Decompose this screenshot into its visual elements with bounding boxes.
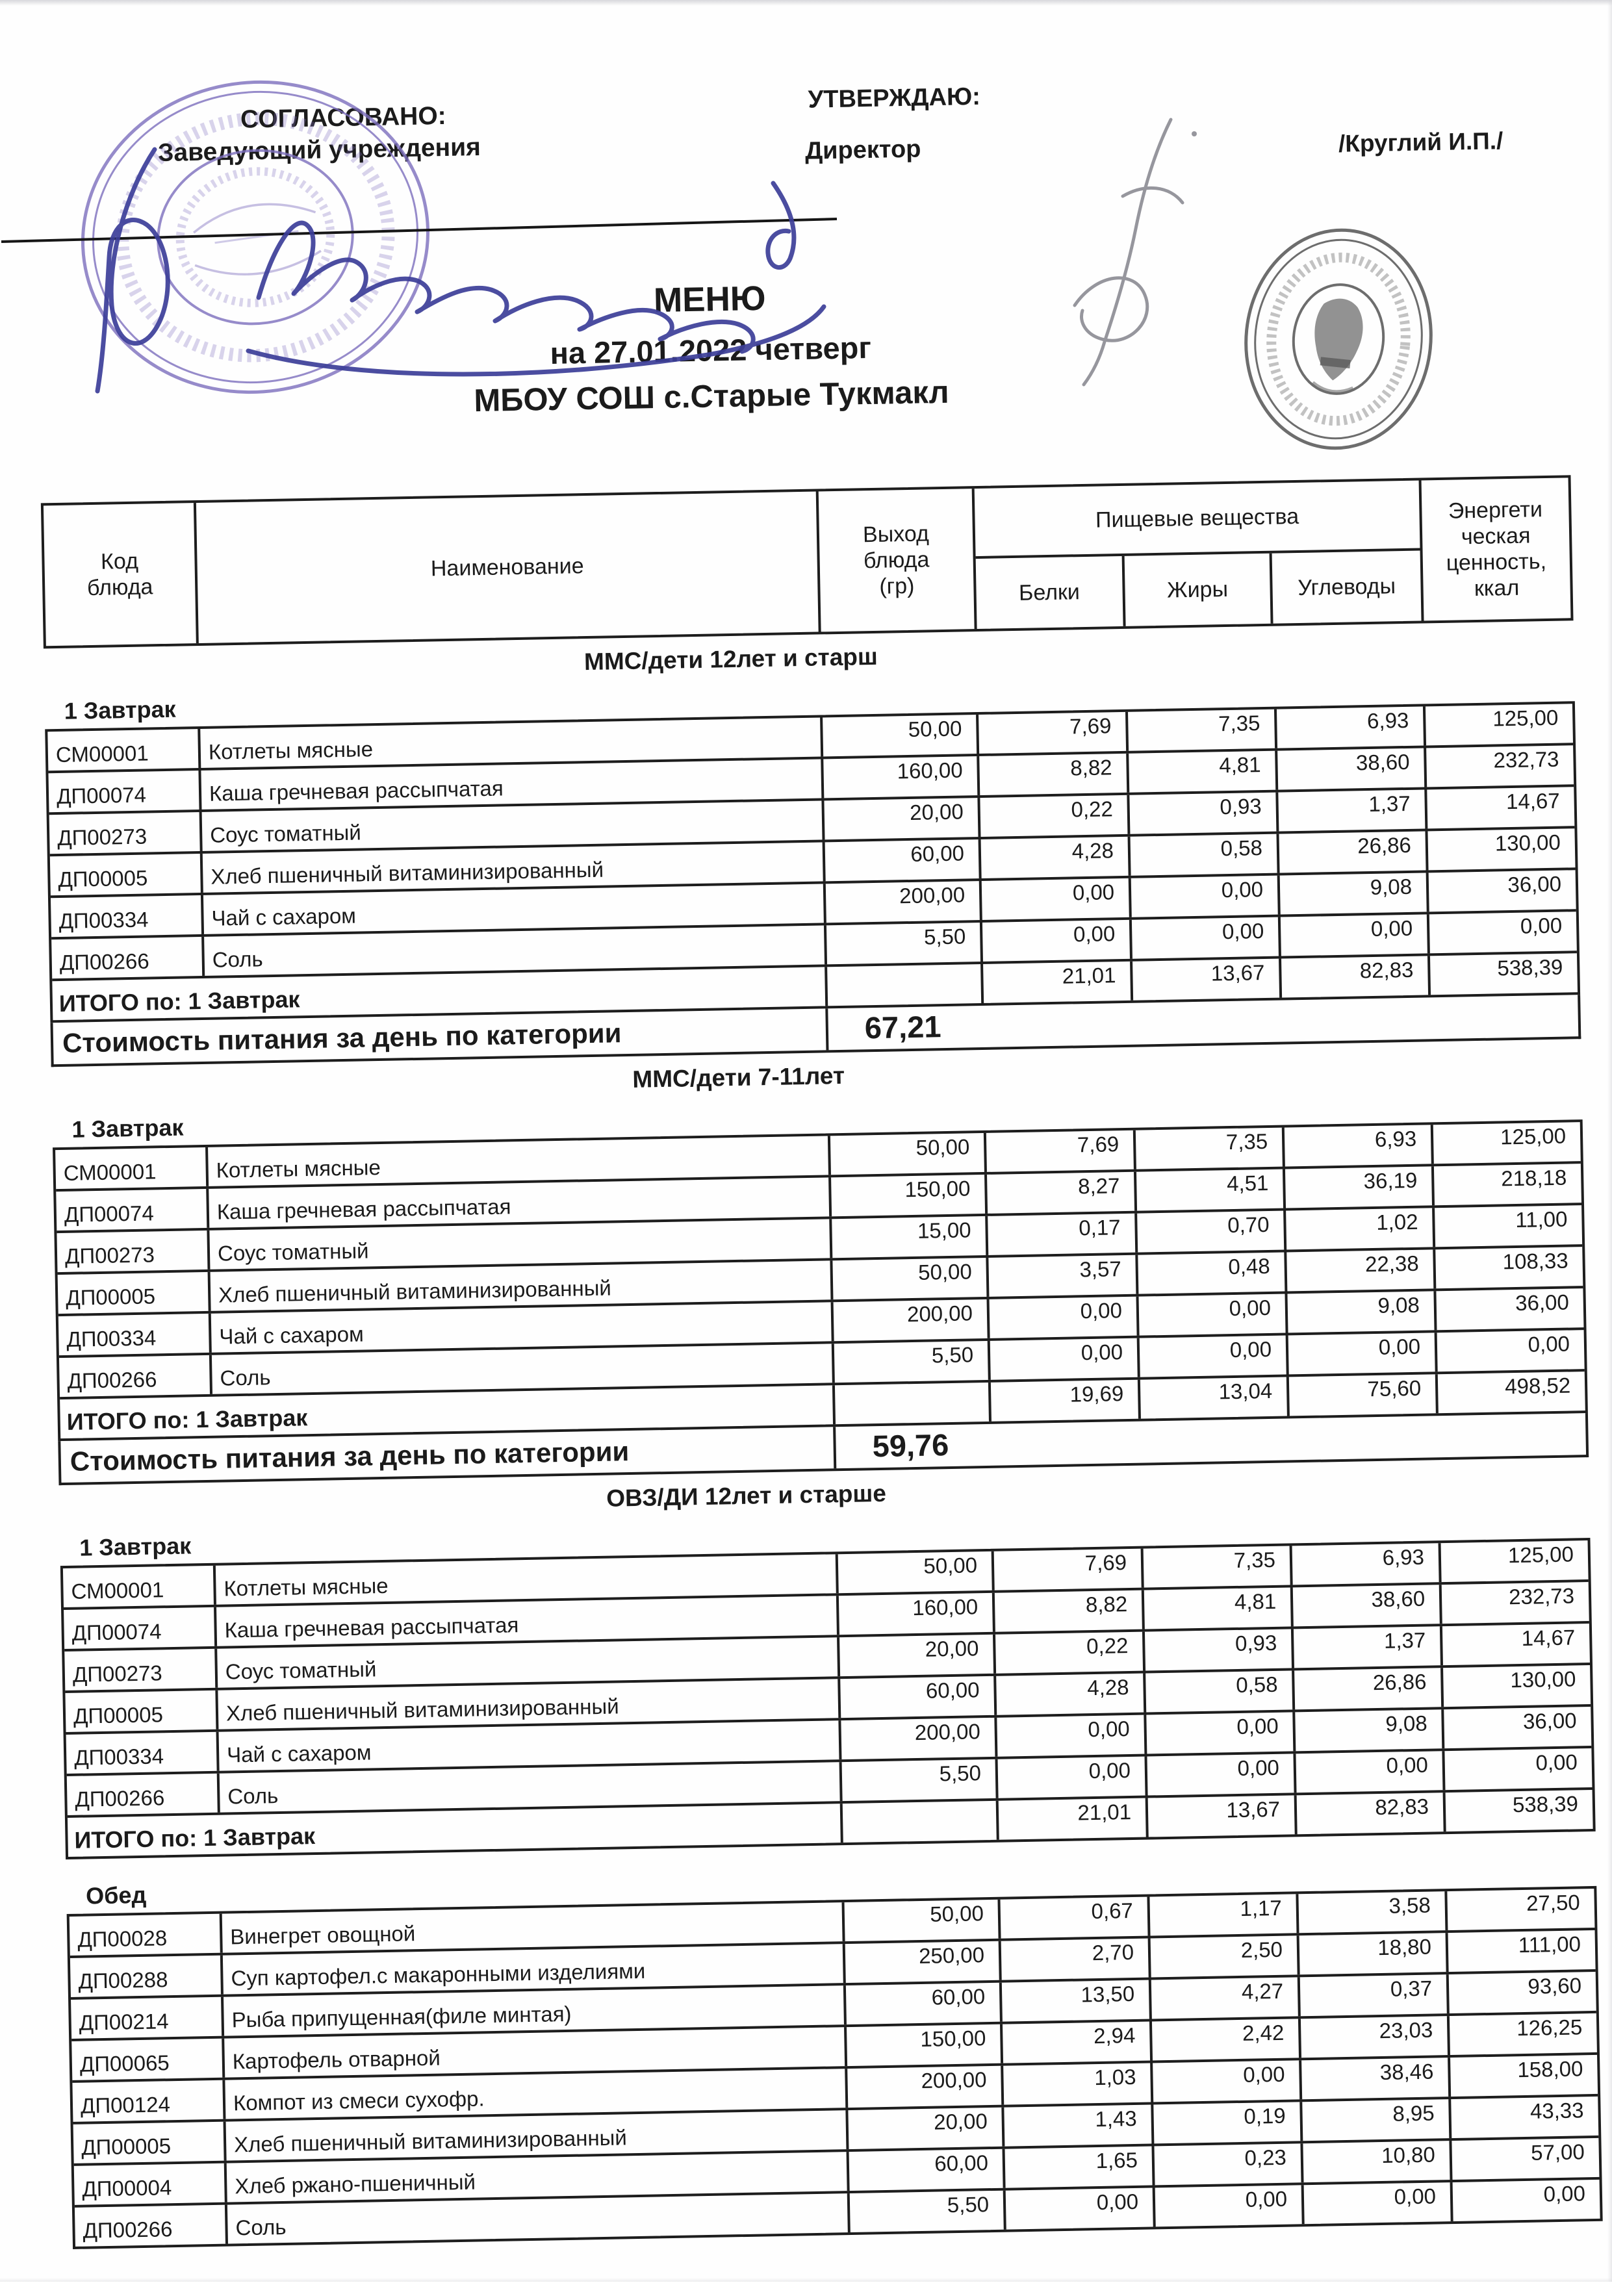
menu-table <box>53 1119 1588 1441</box>
dish-name-cell: Винегрет овощной <box>222 1902 845 1953</box>
dish-output-cell: 160,00 <box>839 1593 995 1635</box>
dish-energy-cell: 218,18 <box>1500 1165 1567 1191</box>
dish-carbs-cell: 22,38 <box>1286 1249 1436 1291</box>
dish-output-cell: 15,00 <box>832 1216 988 1258</box>
dish-name-cell: Хлеб пшеничный витаминизированный <box>226 2110 849 2161</box>
agreed-role: Заведующий учреждения <box>157 133 481 168</box>
dish-code-cell: ДП00273 <box>49 812 203 854</box>
dish-carbs-cell: 6,93 <box>1277 706 1426 748</box>
meal-total-label: ИТОГО по: 1 Завтрак <box>60 1385 836 1438</box>
dish-fat-cell: 0,00 <box>1139 1294 1288 1335</box>
dish-name-cell: Котлеты мясные <box>216 1554 839 1605</box>
menu-table <box>60 1538 1596 1859</box>
dish-carbs-cell: 26,86 <box>1294 1668 1444 1709</box>
dish-fat-cell: 0,58 <box>1131 834 1280 876</box>
dish-output-cell: 60,00 <box>825 839 982 881</box>
dish-protein-cell: 7,69 <box>994 1549 1144 1590</box>
dish-output-cell: 50,00 <box>845 1900 1001 1941</box>
dish-energy-cell: 232,73 <box>1493 746 1559 772</box>
daily-cost-value: 59,76 <box>872 1427 949 1464</box>
dish-name-cell: Соль <box>227 2193 851 2244</box>
dish-fat-cell: 4,81 <box>1144 1587 1294 1629</box>
title-menu: МЕНЮ <box>653 279 767 320</box>
dish-fat-cell: 7,35 <box>1128 709 1277 751</box>
dish-code-cell: ДП00334 <box>66 1732 220 1774</box>
dish-protein-cell: 2,94 <box>1003 2021 1153 2063</box>
total-output-cell <box>827 964 984 1006</box>
dish-output-cell: 20,00 <box>839 1635 996 1676</box>
dish-protein-cell: 0,00 <box>982 878 1132 920</box>
total-output-cell <box>843 1801 999 1843</box>
dish-carbs-cell: 9,08 <box>1280 873 1429 914</box>
dish-code-cell: ДП00005 <box>58 1272 211 1314</box>
col-header-output: Выход блюда (гр) <box>819 489 977 631</box>
dish-code-cell: ДП00334 <box>58 1314 212 1355</box>
approved-role: Директор <box>804 135 921 165</box>
dish-energy-cell: 125,00 <box>1492 705 1559 731</box>
dish-protein-cell: 0,00 <box>982 920 1132 962</box>
table-header-row <box>41 475 1574 648</box>
total-output-cell <box>835 1383 992 1424</box>
dish-carbs-cell: 38,60 <box>1293 1585 1442 1626</box>
daily-cost-label: Стоимость питания за день по категории <box>53 1008 829 1064</box>
dish-fat-cell: 0,00 <box>1146 1712 1296 1754</box>
approved-signatory: /Круглий И.П./ <box>1338 127 1503 157</box>
dish-output-cell: 60,00 <box>849 2149 1006 2191</box>
dish-protein-cell: 0,22 <box>980 795 1130 837</box>
dish-energy-cell: 0,00 <box>1528 1331 1570 1357</box>
dish-name-cell: Чай с сахаром <box>203 884 826 934</box>
dish-output-cell: 50,00 <box>830 1133 987 1175</box>
dish-code-cell: ДП00028 <box>70 1914 223 1956</box>
dish-protein-cell: 0,17 <box>988 1214 1138 1255</box>
total-carbs-cell: 82,83 <box>1297 1792 1446 1834</box>
dish-code-cell: ДП00288 <box>70 1956 224 1997</box>
dish-energy-cell: 232,73 <box>1508 1583 1575 1609</box>
col-header-dish-code: Код блюда <box>44 503 199 646</box>
dish-protein-cell: 0,00 <box>998 1757 1148 1798</box>
col-header-fat: Жиры <box>1124 554 1273 626</box>
dish-carbs-cell: 0,00 <box>1296 1751 1445 1792</box>
dish-protein-cell: 4,28 <box>981 837 1131 878</box>
dish-energy-cell: 27,50 <box>1526 1890 1581 1915</box>
dish-fat-cell: 0,00 <box>1131 876 1281 917</box>
dish-carbs-cell: 36,19 <box>1285 1166 1435 1208</box>
dish-fat-cell: 0,23 <box>1154 2143 1303 2185</box>
dish-code-cell: ДП00074 <box>56 1189 209 1231</box>
dish-name-cell: Картофель отварной <box>224 2027 847 2078</box>
dish-protein-cell: 1,43 <box>1004 2104 1154 2146</box>
dish-output-cell: 200,00 <box>841 1718 997 1759</box>
dish-protein-cell: 0,00 <box>1006 2188 1156 2229</box>
dish-code-cell: ДП00005 <box>73 2122 227 2163</box>
dish-fat-cell: 0,19 <box>1153 2102 1303 2143</box>
dish-code-cell: ДП00004 <box>74 2163 227 2205</box>
dish-fat-cell: 0,00 <box>1155 2185 1305 2226</box>
dish-protein-cell: 1,03 <box>1003 2063 1153 2104</box>
dish-name-cell: Рыба припущенная(филе минтая) <box>224 1985 847 2036</box>
dish-output-cell: 20,00 <box>848 2108 1004 2149</box>
dish-protein-cell: 2,70 <box>1001 1938 1151 1980</box>
dish-output-cell: 250,00 <box>845 1941 1002 1983</box>
col-header-energy: Энергети ческая ценность, ккал <box>1446 497 1547 602</box>
dish-output-cell: 50,00 <box>838 1551 995 1593</box>
dish-name-cell: Соль <box>220 1762 843 1813</box>
dish-fat-cell: 0,93 <box>1129 793 1279 834</box>
dish-energy-cell: 14,67 <box>1505 788 1560 814</box>
total-fat-cell: 13,67 <box>1148 1795 1298 1837</box>
dish-code-cell: СМ00001 <box>55 1147 209 1189</box>
dish-energy-cell: 0,00 <box>1535 1750 1578 1775</box>
dish-name-cell: Каша гречневая рассыпчатая <box>216 1596 839 1646</box>
dish-name-cell: Соус томатный <box>202 800 825 851</box>
dish-carbs-cell: 6,93 <box>1285 1125 1434 1166</box>
menu-tables <box>41 475 1603 2249</box>
dish-protein-cell: 8,82 <box>995 1590 1145 1632</box>
section-title: ММС/дети 12лет и старш <box>583 643 878 676</box>
dish-carbs-cell: 6,93 <box>1292 1543 1442 1585</box>
dish-output-cell: 200,00 <box>826 881 982 923</box>
title-school: МБОУ СОШ с.Старые Тукмакл <box>473 374 950 419</box>
dish-fat-cell: 0,00 <box>1140 1335 1289 1377</box>
dish-protein-cell: 0,00 <box>990 1297 1140 1338</box>
dish-code-cell: ДП00065 <box>71 2039 225 2080</box>
dish-fat-cell: 1,17 <box>1149 1894 1299 1935</box>
dish-name-cell: Суп картофел.с макаронными изделиями <box>223 1944 846 1995</box>
dish-output-cell: 60,00 <box>840 1676 997 1718</box>
dish-code-cell: СМ00001 <box>63 1566 216 1607</box>
dish-protein-cell: 13,50 <box>1002 1980 1152 2021</box>
dish-name-cell: Хлеб пшеничный витаминизированный <box>218 1679 841 1729</box>
total-energy-cell: 498,52 <box>1504 1373 1571 1399</box>
dish-fat-cell: 0,70 <box>1137 1210 1286 1252</box>
daily-cost-label: Стоимость питания за день по категории <box>60 1427 836 1483</box>
section-title: ОВЗ/ДИ 12лет и старше <box>606 1479 887 1512</box>
dish-carbs-cell: 23,03 <box>1301 2016 1450 2058</box>
dish-fat-cell: 0,00 <box>1153 2060 1302 2102</box>
dish-carbs-cell: 3,58 <box>1298 1891 1448 1933</box>
dish-carbs-cell: 0,00 <box>1288 1333 1438 1374</box>
dish-energy-cell: 14,67 <box>1521 1625 1576 1650</box>
dish-protein-cell: 0,67 <box>1000 1897 1150 1939</box>
dish-code-cell: ДП00005 <box>50 854 203 895</box>
col-header-name: Наименование <box>196 491 821 643</box>
dish-output-cell: 200,00 <box>834 1299 990 1341</box>
meal-label: Обед <box>85 1881 147 1909</box>
dish-carbs-cell: 18,80 <box>1299 1933 1449 1974</box>
dish-energy-cell: 36,00 <box>1507 871 1562 897</box>
approved-label: УТВЕРЖДАЮ: <box>808 83 981 114</box>
dish-code-cell: ДП00214 <box>71 1997 224 2039</box>
total-protein-cell: 21,01 <box>999 1798 1149 1840</box>
dish-output-cell: 150,00 <box>847 2024 1003 2066</box>
agreed-label: СОГЛАСОВАНО: <box>240 101 447 134</box>
menu-table <box>67 1886 1603 2249</box>
dish-energy-cell: 0,00 <box>1520 913 1563 938</box>
total-fat-cell: 13,04 <box>1140 1377 1290 1418</box>
dish-protein-cell: 8,27 <box>987 1172 1137 1214</box>
dish-energy-cell: 36,00 <box>1515 1290 1570 1316</box>
dish-name-cell: Котлеты мясные <box>208 1136 831 1186</box>
dish-fat-cell: 0,00 <box>1132 917 1281 959</box>
dish-protein-cell: 7,69 <box>979 712 1129 754</box>
dish-fat-cell: 0,00 <box>1147 1754 1296 1795</box>
dish-energy-cell: 126,25 <box>1516 2015 1583 2041</box>
dish-name-cell: Соус томатный <box>217 1637 840 1688</box>
dish-energy-cell: 111,00 <box>1518 1932 1581 1958</box>
meal-label: 1 Завтрак <box>64 695 176 724</box>
dish-carbs-cell: 9,08 <box>1287 1291 1437 1333</box>
dish-carbs-cell: 1,02 <box>1286 1208 1435 1249</box>
total-fat-cell: 13,67 <box>1132 959 1282 1001</box>
dish-output-cell: 5,50 <box>850 2191 1006 2232</box>
meal-total-label: ИТОГО по: 1 Завтрак <box>68 1804 843 1857</box>
dish-energy-cell: 57,00 <box>1530 2139 1585 2165</box>
dish-energy-cell: 130,00 <box>1494 830 1561 856</box>
dish-carbs-cell: 9,08 <box>1295 1709 1444 1751</box>
dish-output-cell: 50,00 <box>832 1258 989 1299</box>
dish-output-cell: 5,50 <box>826 923 983 964</box>
dish-fat-cell: 0,48 <box>1138 1252 1287 1294</box>
dish-fat-cell: 2,42 <box>1152 2019 1301 2060</box>
dish-carbs-cell: 0,00 <box>1304 2182 1453 2224</box>
dish-name-cell: Соус томатный <box>209 1219 832 1269</box>
dish-energy-cell: 108,33 <box>1502 1248 1568 1274</box>
dish-energy-cell: 130,00 <box>1510 1666 1576 1692</box>
dish-name-cell: Чай с сахаром <box>219 1720 842 1771</box>
col-header-carbs: Углеводы <box>1298 574 1396 600</box>
document-title <box>196 270 1225 424</box>
section-title: ММС/дети 7-11лет <box>632 1062 845 1093</box>
dish-carbs-cell: 26,86 <box>1279 831 1428 873</box>
daily-cost-value: 67,21 <box>864 1009 941 1045</box>
total-carbs-cell: 75,60 <box>1289 1374 1439 1416</box>
dish-carbs-cell: 1,37 <box>1278 789 1427 831</box>
dish-fat-cell: 4,27 <box>1151 1977 1301 2019</box>
dish-name-cell: Хлеб ржано-пшеничный <box>227 2152 850 2202</box>
dish-energy-cell: 125,00 <box>1507 1542 1574 1568</box>
total-protein-cell: 19,69 <box>991 1380 1141 1422</box>
total-protein-cell: 21,01 <box>983 962 1133 1003</box>
dish-code-cell: ДП00266 <box>51 937 205 978</box>
title-date: на 27.01.2022 четверг <box>550 329 872 371</box>
col-header-protein: Белки <box>976 556 1126 629</box>
dish-code-cell: ДП00074 <box>64 1607 217 1649</box>
meal-total-label: ИТОГО по: 1 Завтрак <box>52 967 828 1020</box>
dish-protein-cell: 4,28 <box>996 1674 1146 1715</box>
dish-code-cell: ДП00273 <box>57 1231 210 1272</box>
dish-carbs-cell: 38,60 <box>1277 748 1427 789</box>
dish-output-cell: 200,00 <box>847 2066 1004 2108</box>
dish-fat-cell: 2,50 <box>1151 1935 1300 1977</box>
dish-protein-cell: 3,57 <box>988 1255 1138 1297</box>
dish-name-cell: Каша гречневая рассыпчатая <box>209 1177 832 1228</box>
meal-label: 1 Завтрак <box>71 1114 184 1143</box>
dish-protein-cell: 0,22 <box>995 1632 1145 1674</box>
dish-energy-cell: 11,00 <box>1515 1206 1568 1232</box>
dish-energy-cell: 125,00 <box>1500 1123 1567 1149</box>
dish-carbs-cell: 38,46 <box>1301 2058 1451 2099</box>
dish-name-cell: Хлеб пшеничный витаминизированный <box>203 842 826 893</box>
dish-code-cell: ДП00266 <box>67 1774 220 1815</box>
dish-code-cell: ДП00266 <box>75 2205 228 2247</box>
total-energy-cell: 538,39 <box>1497 954 1563 980</box>
dish-code-cell: ДП00124 <box>72 2080 225 2122</box>
dish-output-cell: 60,00 <box>846 1983 1003 2024</box>
dish-output-cell: 150,00 <box>831 1175 988 1216</box>
menu-table <box>45 701 1580 1023</box>
dish-name-cell: Котлеты мясные <box>200 717 823 768</box>
dish-protein-cell: 0,00 <box>997 1715 1147 1757</box>
dish-carbs-cell: 0,00 <box>1281 914 1430 956</box>
dish-energy-cell: 158,00 <box>1517 2056 1583 2082</box>
dish-code-cell: ДП00005 <box>65 1690 218 1732</box>
dish-energy-cell: 0,00 <box>1543 2181 1586 2206</box>
dish-energy-cell: 43,33 <box>1529 2098 1584 2123</box>
dish-carbs-cell: 1,37 <box>1294 1626 1443 1668</box>
dish-protein-cell: 7,69 <box>986 1130 1136 1172</box>
dish-protein-cell: 8,82 <box>979 754 1129 795</box>
dish-protein-cell: 1,65 <box>1005 2146 1155 2188</box>
dish-fat-cell: 7,35 <box>1144 1546 1293 1587</box>
dish-output-cell: 5,50 <box>834 1341 991 1383</box>
dish-carbs-cell: 10,80 <box>1303 2141 1452 2182</box>
col-header-nutrients: Пищевые вещества <box>975 481 1420 559</box>
total-carbs-cell: 82,83 <box>1281 956 1431 997</box>
dish-name-cell: Каша гречневая рассыпчатая <box>201 759 824 810</box>
dish-energy-cell: 93,60 <box>1528 1973 1582 1998</box>
dish-name-cell: Компот из смеси сухофр. <box>225 2069 848 2119</box>
dish-code-cell: ДП00334 <box>51 895 204 937</box>
dish-code-cell: ДП00266 <box>59 1355 212 1397</box>
dish-code-cell: СМ00001 <box>47 729 201 771</box>
dish-output-cell: 20,00 <box>824 798 980 839</box>
menu-sections <box>44 630 1603 2249</box>
dish-fat-cell: 0,58 <box>1145 1670 1295 1712</box>
dish-code-cell: ДП00074 <box>48 771 201 812</box>
dish-output-cell: 5,50 <box>842 1759 999 1801</box>
dish-carbs-cell: 0,37 <box>1300 1974 1450 2016</box>
total-energy-cell: 538,39 <box>1512 1791 1579 1817</box>
dish-fat-cell: 0,93 <box>1145 1629 1294 1670</box>
dish-carbs-cell: 8,95 <box>1302 2099 1452 2141</box>
col-group-nutrients <box>975 480 1424 629</box>
dish-output-cell: 160,00 <box>823 756 980 798</box>
meal-label: 1 Завтрак <box>79 1532 192 1561</box>
dish-name-cell: Чай с сахаром <box>211 1302 834 1353</box>
dish-code-cell: ДП00273 <box>64 1649 218 1690</box>
dish-energy-cell: 36,00 <box>1522 1708 1577 1733</box>
dish-fat-cell: 4,81 <box>1129 751 1278 793</box>
dish-protein-cell: 0,00 <box>990 1338 1140 1380</box>
dish-name-cell: Хлеб пшеничный витаминизированный <box>211 1260 834 1311</box>
dish-fat-cell: 4,51 <box>1136 1169 1286 1210</box>
dish-name-cell: Соль <box>212 1344 835 1394</box>
dish-fat-cell: 7,35 <box>1136 1128 1285 1169</box>
dish-name-cell: Соль <box>204 925 827 976</box>
dish-output-cell: 50,00 <box>823 715 979 756</box>
